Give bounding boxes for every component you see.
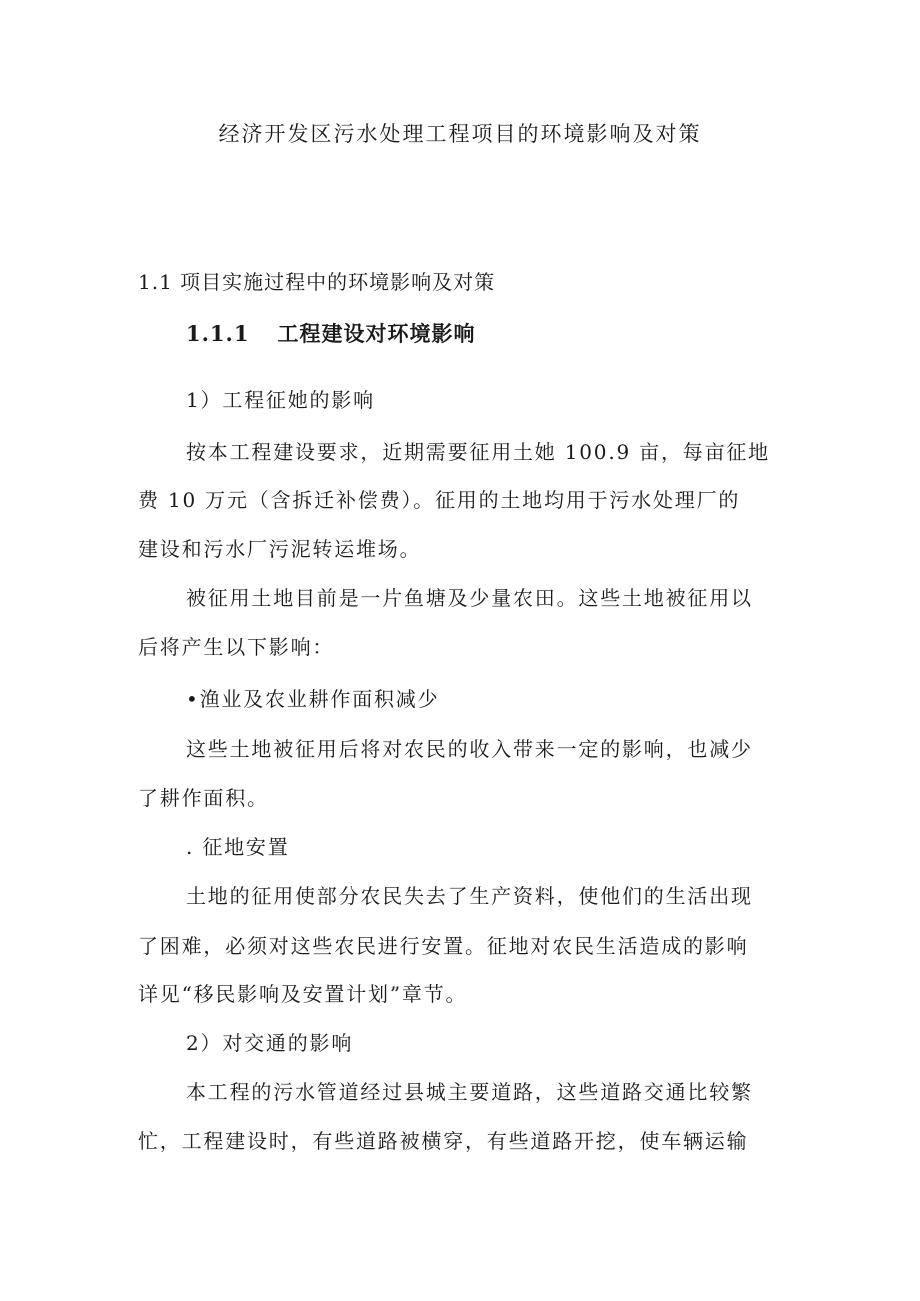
paragraph-line: 了耕作面积。: [138, 786, 269, 810]
paragraph-line: 这些土地被征用后将对农民的收入带来一定的影响，也减少: [186, 737, 753, 761]
paragraph-line: 费 10 万元（含拆迁补偿费）。征用的土地均用于污水处理厂的: [138, 488, 741, 512]
paragraph-line: 土地的征用使部分农民失去了生产资料，使他们的生活出现: [186, 884, 753, 908]
subheading-traffic: 2）对交通的影响: [186, 1031, 354, 1055]
paragraph-line: 本工程的污水管道经过县城主要道路，这些道路交通比较繁: [186, 1080, 753, 1104]
subheading-resettlement: . 征地安置: [186, 835, 290, 859]
section-heading-1-1: 1.1 项目实施过程中的环境影响及对策: [138, 270, 496, 294]
bullet-item: •渔业及农业耕作面积减少: [186, 687, 440, 711]
section-heading-1-1-1: [186, 318, 475, 348]
section-title: 工程建设对环境影响: [277, 321, 476, 346]
paragraph-line: 详见“移民影响及安置计划”章节。: [138, 982, 468, 1006]
paragraph-line: 了困难，必须对这些农民进行安置。征地对农民生活造成的影响: [138, 934, 749, 958]
paragraph-line: 后将产生以下影响：: [138, 635, 335, 659]
paragraph-line: 忙，工程建设时，有些道路被横穿，有些道路开挖，使车辆运输: [138, 1129, 749, 1153]
document-title: 经济开发区污水处理工程项目的环境影响及对策: [218, 122, 702, 146]
section-number: 1.1.1: [186, 321, 250, 346]
paragraph-line: 被征用土地目前是一片鱼塘及少量农田。这些土地被征用以: [186, 586, 753, 610]
paragraph-line: 建设和污水厂污泥转运堆场。: [138, 537, 422, 561]
subheading-land-acquisition: 1）工程征她的影响: [186, 388, 375, 412]
paragraph-line: 按本工程建设要求，近期需要征用土她 100.9 亩，每亩征地: [186, 440, 770, 464]
